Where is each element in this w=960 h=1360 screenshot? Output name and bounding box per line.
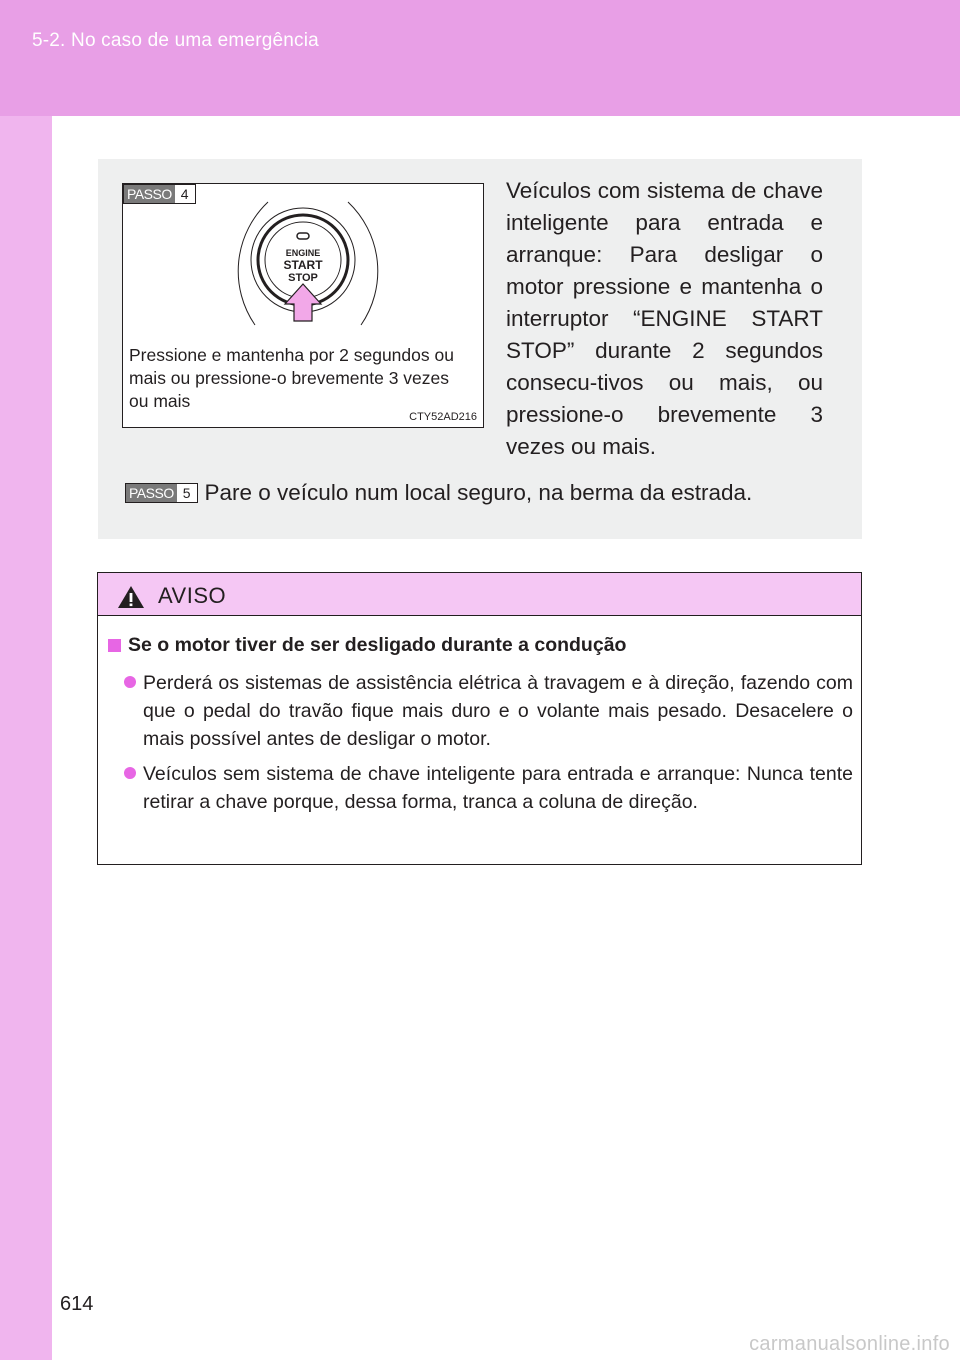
passo-label: PASSO — [126, 484, 177, 502]
square-bullet-icon — [108, 639, 121, 652]
step-number: 4 — [180, 186, 189, 202]
step4-tag — [123, 184, 196, 204]
warning-heading-text: Se o motor tiver de ser desligado durante a condução — [128, 634, 627, 656]
warning-header — [98, 573, 861, 616]
bullet-text: Veículos sem sistema de chave inteligente para entrada e arranque: Nunca tente retirar a chave porque, dessa forma, tranca a coluna de direção. — [143, 763, 853, 813]
engine-start-stop-button-icon — [213, 190, 393, 340]
steps-box — [98, 159, 862, 539]
button-label-stop: STOP — [288, 272, 318, 284]
passo-label: PASSO — [124, 185, 175, 203]
bullet-text: Perderá os sistemas de assistência elétrica à travagem e à direção, fazendo com que o pedal do travão fique mais duro e o volante mais pesado. Desacelere o mais possível antes de desligar o motor. — [143, 672, 853, 750]
step4-figure — [122, 183, 484, 428]
warning-heading — [108, 634, 626, 657]
footer-watermark: carmanualsonline.info — [749, 1333, 950, 1355]
list-item — [124, 760, 853, 816]
side-band — [0, 116, 52, 1360]
warning-box — [97, 572, 862, 865]
figure-caption: Pressione e mantenha por 2 segundos ou mais ou pressione-o brevemente 3 vezes ou mais — [129, 345, 454, 411]
button-label-start: START — [283, 258, 323, 272]
warning-title: AVISO — [158, 583, 227, 608]
step5 — [125, 480, 752, 506]
step-number: 5 — [182, 485, 191, 501]
step5-tag — [125, 483, 198, 503]
button-label-engine: ENGINE — [285, 248, 321, 258]
step5-text: Pare o veículo num local seguro, na berma da estrada. — [204, 480, 753, 505]
step4-text: Veículos com sistema de chave inteligente para entrada e arranque: Para desligar o motor pressione e mantenha o interruptor “ENGINE START STOP” durante 2 segundos consecu-tivos ou mais, ou pressione-o brevemente 3 vezes ou mais. — [506, 178, 823, 459]
list-item — [124, 669, 853, 753]
circle-bullet-icon — [124, 767, 136, 779]
figure-code: CTY52AD216 — [409, 411, 477, 423]
page-number: 614 — [60, 1293, 94, 1315]
section-title: 5-2. No caso de uma emergência — [32, 30, 319, 51]
circle-bullet-icon — [124, 676, 136, 688]
header-band — [0, 0, 960, 116]
warning-triangle-icon — [117, 585, 145, 609]
